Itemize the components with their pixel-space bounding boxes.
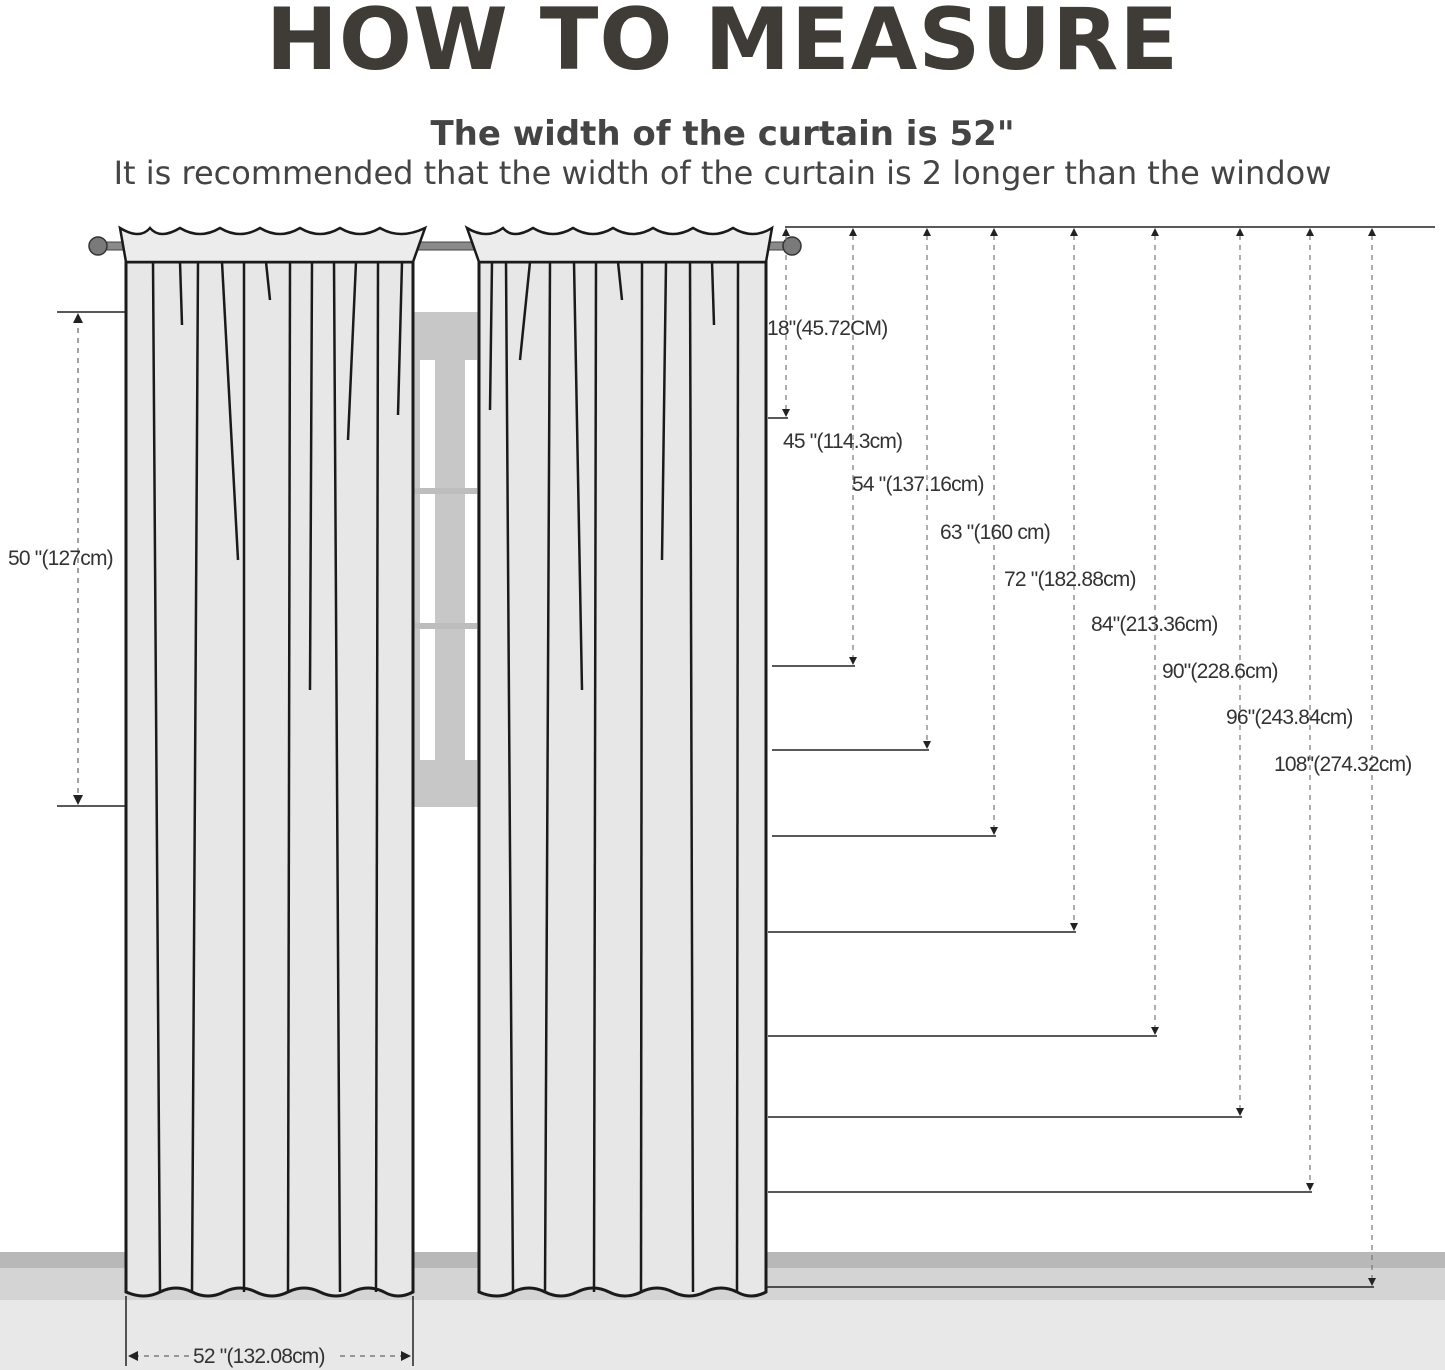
length-guide-arrow-up-4: [1070, 228, 1078, 236]
window-illustration: [413, 312, 479, 807]
length-guide-arrow-up-8: [1368, 228, 1376, 236]
length-guide-arrow-up-1: [849, 228, 857, 236]
length-guide-arrow-down-0: [782, 409, 790, 417]
length-label-72: 72 "(182.88cm): [1004, 568, 1136, 591]
length-guide-arrow-down-6: [1236, 1108, 1244, 1116]
length-guide-arrow-up-5: [1151, 228, 1159, 236]
length-label-96: 96"(243.84cm): [1226, 706, 1353, 729]
right-curtain-panel: [467, 228, 772, 1296]
length-label-63: 63 "(160 cm): [940, 521, 1050, 544]
width-recommendation-note: It is recommended that the width of the curtain is 2 longer than the window: [113, 154, 1332, 192]
length-guide-arrow-up-3: [990, 228, 998, 236]
length-label-90: 90"(228.6cm): [1162, 660, 1278, 683]
length-label-84: 84"(213.36cm): [1091, 613, 1218, 636]
left-curtain-panel: [120, 228, 425, 1296]
length-guide-arrow-down-5: [1151, 1027, 1159, 1035]
length-guide-arrow-down-2: [923, 741, 931, 749]
length-label-45: 45 "(114.3cm): [783, 430, 903, 453]
curtain-width-heading: The width of the curtain is 52": [430, 114, 1015, 154]
page-title: HOW TO MEASURE: [265, 0, 1180, 90]
window-height-label: 50 "(127cm): [8, 547, 113, 570]
length-guide-arrow-down-4: [1070, 923, 1078, 931]
length-label-54: 54 "(137.16cm): [852, 473, 984, 496]
length-guide-arrow-up-2: [923, 228, 931, 236]
length-guide-arrow-up-7: [1306, 228, 1314, 236]
length-label-108: 108"(274.32cm): [1274, 753, 1412, 776]
panel-width-label: 52 "(132.08cm): [193, 1345, 325, 1368]
length-guide-arrow-down-3: [990, 827, 998, 835]
length-guide-arrow-up-6: [1236, 228, 1244, 236]
length-guide-arrow-down-7: [1306, 1183, 1314, 1191]
length-guide-arrow-up-0: [782, 228, 790, 236]
length-guide-arrow-down-1: [849, 657, 857, 665]
length-label-18: 18"(45.72CM): [767, 317, 888, 340]
